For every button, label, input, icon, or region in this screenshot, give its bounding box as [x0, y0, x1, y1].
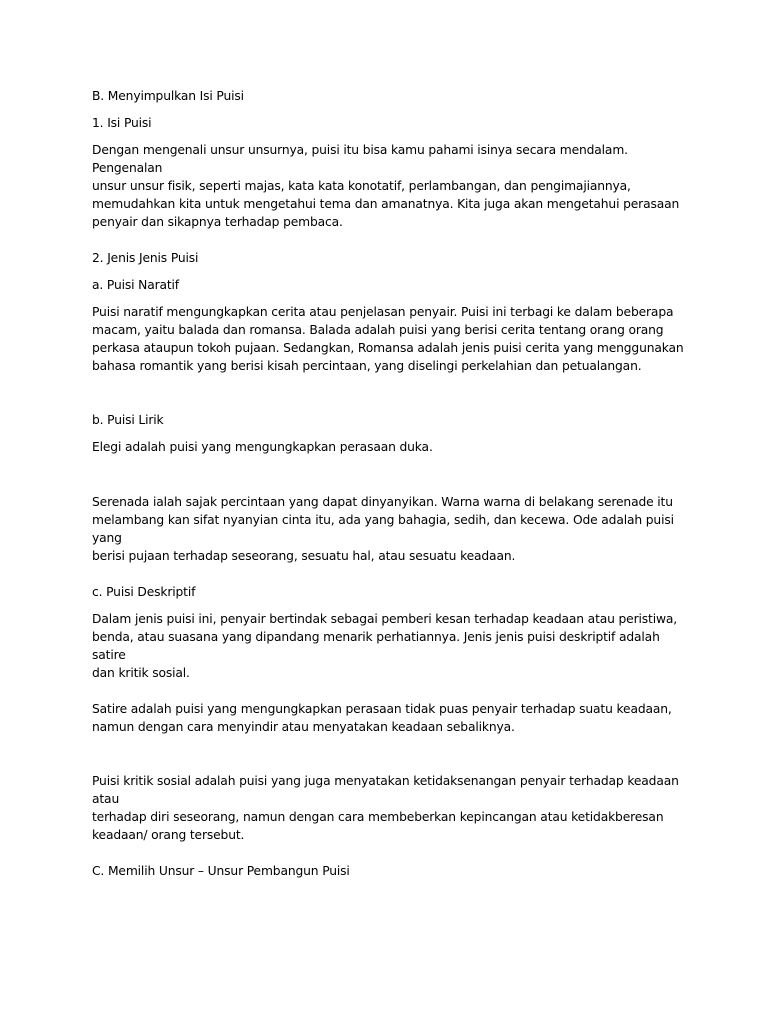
puisi-lirik-heading: b. Puisi Lirik — [92, 413, 164, 427]
jenis-puisi-heading: 2. Jenis Jenis Puisi — [92, 251, 199, 265]
puisi-naratif-paragraph: Puisi naratif mengungkapkan cerita atau penjelasan penyair. Puisi ini terbagi ke dalam beberapa macam, yaitu balada dan romansa. Balada adalah puisi yang berisi cerita tentang orang orang perkasa ataupun tokoh pujaan. Sedangkan, Romansa adalah jenis puisi cerita yang menggunakan bahasa romantik yang berisi kisah percintaan, yang diselingi perkelahian dan petualangan. — [92, 305, 684, 373]
satire-paragraph: Satire adalah puisi yang mengungkapkan perasaan tidak puas penyair terhadap suatu keadaan, namun dengan cara menyindir atau menyatakan keadaan sebaliknya. — [92, 702, 672, 734]
puisi-naratif-heading: a. Puisi Naratif — [92, 278, 179, 292]
isi-puisi-paragraph: Dengan mengenali unsur unsurnya, puisi itu bisa kamu pahami isinya secara mendalam. Pengenalan unsur unsur fisik, seperti majas, kata kata konotatif, perlambangan, dan pengimajiannya, memudahkan kita untuk mengetahui tema dan amanatnya. Kita juga akan mengetahui perasaan penyair dan sikapnya terhadap pembaca. — [92, 143, 680, 229]
kritik-sosial-paragraph: Puisi kritik sosial adalah puisi yang juga menyatakan ketidaksenangan penyair terhadap keadaan atau terhadap diri seseorang, namun dengan cara membeberkan kepincangan atau ketidakberesan keadaan/ orang tersebut. — [92, 774, 679, 842]
section-c-heading: C. Memilih Unsur – Unsur Pembangun Puisi — [92, 864, 350, 878]
serenada-paragraph: Serenada ialah sajak percintaan yang dapat dinyanyikan. Warna warna di belakang serenade itu melambang kan sifat nyanyian cinta itu, ada yang bahagia, sedih, dan kecewa. Ode adalah puisi yang berisi pujaan terhadap seseorang, sesuatu hal, atau sesuatu keadaan. — [92, 495, 674, 563]
isi-puisi-heading: 1. Isi Puisi — [92, 116, 152, 130]
puisi-deskriptif-heading: c. Puisi Deskriptif — [92, 585, 196, 599]
elegi-paragraph: Elegi adalah puisi yang mengungkapkan perasaan duka. — [92, 440, 433, 454]
puisi-deskriptif-paragraph: Dalam jenis puisi ini, penyair bertindak sebagai pemberi kesan terhadap keadaan atau peristiwa, benda, atau suasana yang dipandang menarik perhatiannya. Jenis jenis puisi deskriptif adalah satire dan kritik sosial. — [92, 612, 678, 680]
section-b-heading: B. Menyimpulkan Isi Puisi — [92, 89, 244, 103]
